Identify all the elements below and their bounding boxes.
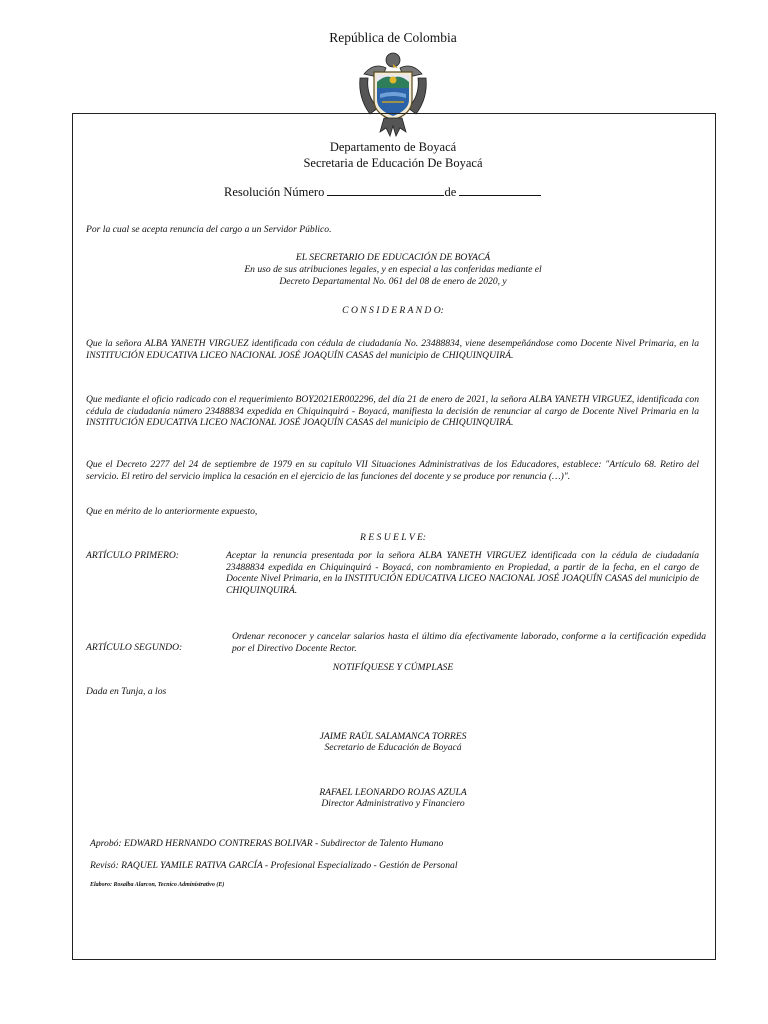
given-in-text: Dada en Tunja, a los <box>86 686 167 697</box>
article-1-label: ARTÍCULO PRIMERO: <box>86 550 179 561</box>
resolution-label: Resolución Número <box>224 185 325 199</box>
considerando-paragraph-4: Que en mérito de lo anteriormente expuesto, <box>86 506 258 517</box>
resolution-number-blank <box>327 184 444 196</box>
article-1-text: Aceptar la renuncia presentada por la señora ALBA YANETH VIRGUEZ identificada con la cédula de ciudadanía 23488834 expedida en Chiquinquirá - Boyacá, con nombramiento en Propiedad, a partir de la fecha, en el cargo de Docente Nivel Primaria, en la INSTITUCIÓN EDUCATIVA LICEO NACIONAL JOSÉ JOAQUÍN CASAS del municipio de CHIQUINQUIRÁ. <box>226 550 699 596</box>
country-title: República de Colombia <box>329 30 457 45</box>
article-2-text: Ordenar reconocer y cancelar salarios hasta el último día efectivamente laborado, conforme a la certificación expedida por el Directivo Docente Rector. <box>232 631 706 654</box>
signature-1-name: JAIME RAÚL SALAMANCA TORRES <box>319 731 467 742</box>
notify-text: NOTIFÍQUESE Y CÚMPLASE <box>332 662 454 673</box>
article-2-label: ARTÍCULO SEGUNDO: <box>86 642 183 653</box>
considerando-heading: C O N S I D E R A N D O: <box>342 305 444 316</box>
authority-line-1: En uso de sus atribuciones legales, y en especial a las conferidas mediante el <box>244 264 542 275</box>
authority-title: EL SECRETARIO DE EDUCACIÓN DE BOYACÁ <box>295 252 491 263</box>
considerando-paragraph-1: Que la señora ALBA YANETH VIRGUEZ identificada con cédula de ciudadanía No. 23488834, viene desempeñándose como Docente Nivel Primaria, en la INSTITUCIÓN EDUCATIVA LICEO NACIONAL JOSÉ JOAQUÍN CASAS del municipio de CHIQUINQUIRÁ. <box>86 338 699 361</box>
department-name: Departamento de Boyacá <box>329 140 457 154</box>
office-name: Secretaria de Educación De Boyacá <box>303 156 483 170</box>
considerando-paragraph-2: Que mediante el oficio radicado con el requerimiento BOY2021ER002296, del día 21 de enero de 2021, la señora ALBA YANETH VIRGUEZ, identificada con cédula de ciudadanía número 23488834 expedida en Chiquinquirá - Boyacá, manifiesta la decisión de renunciar al cargo de Docente Nivel Primaria en la INSTITUCIÓN EDUCATIVA LICEO NACIONAL JOSÉ JOAQUÍN CASAS del municipio de CHIQUINQUIRÁ. <box>86 394 699 428</box>
resolution-line <box>224 184 541 200</box>
authority-line-2: Decreto Departamental No. 061 del 08 de enero de 2020, y <box>279 276 507 287</box>
signature-1-role: Secretario de Educación de Boyacá <box>324 742 462 753</box>
reviewed-by: Revisó: RAQUEL YAMILE RATIVA GARCÍA - Profesional Especializado - Gestión de Personal <box>90 860 458 871</box>
signature-2-name: RAFAEL LEONARDO ROJAS AZULA <box>319 787 467 798</box>
approved-by: Aprobó: EDWARD HERNANDO CONTRERAS BOLIVAR - Subdirector de Talento Humano <box>90 838 444 849</box>
signature-2-role: Director Administrativo y Financiero <box>321 798 465 809</box>
prepared-by: Elaboro: Rosalba Alarcon, Tecnico Administrativo (E) <box>90 882 225 888</box>
resolution-subject: Por la cual se acepta renuncia del cargo a un Servidor Público. <box>86 224 332 235</box>
resuelve-heading: R E S U E L V E: <box>360 532 426 543</box>
considerando-paragraph-3: Que el Decreto 2277 del 24 de septiembre de 1979 en su capítulo VII Situaciones Administrativas de los Educadores, establece: "Artículo 68. Retiro del servicio. El retiro del servicio implica la cesación en el ejercicio de las funciones del docente y se produce por renuncia (…)". <box>86 459 699 482</box>
resolution-date-blank <box>459 184 541 196</box>
resolution-de: de <box>444 185 457 199</box>
